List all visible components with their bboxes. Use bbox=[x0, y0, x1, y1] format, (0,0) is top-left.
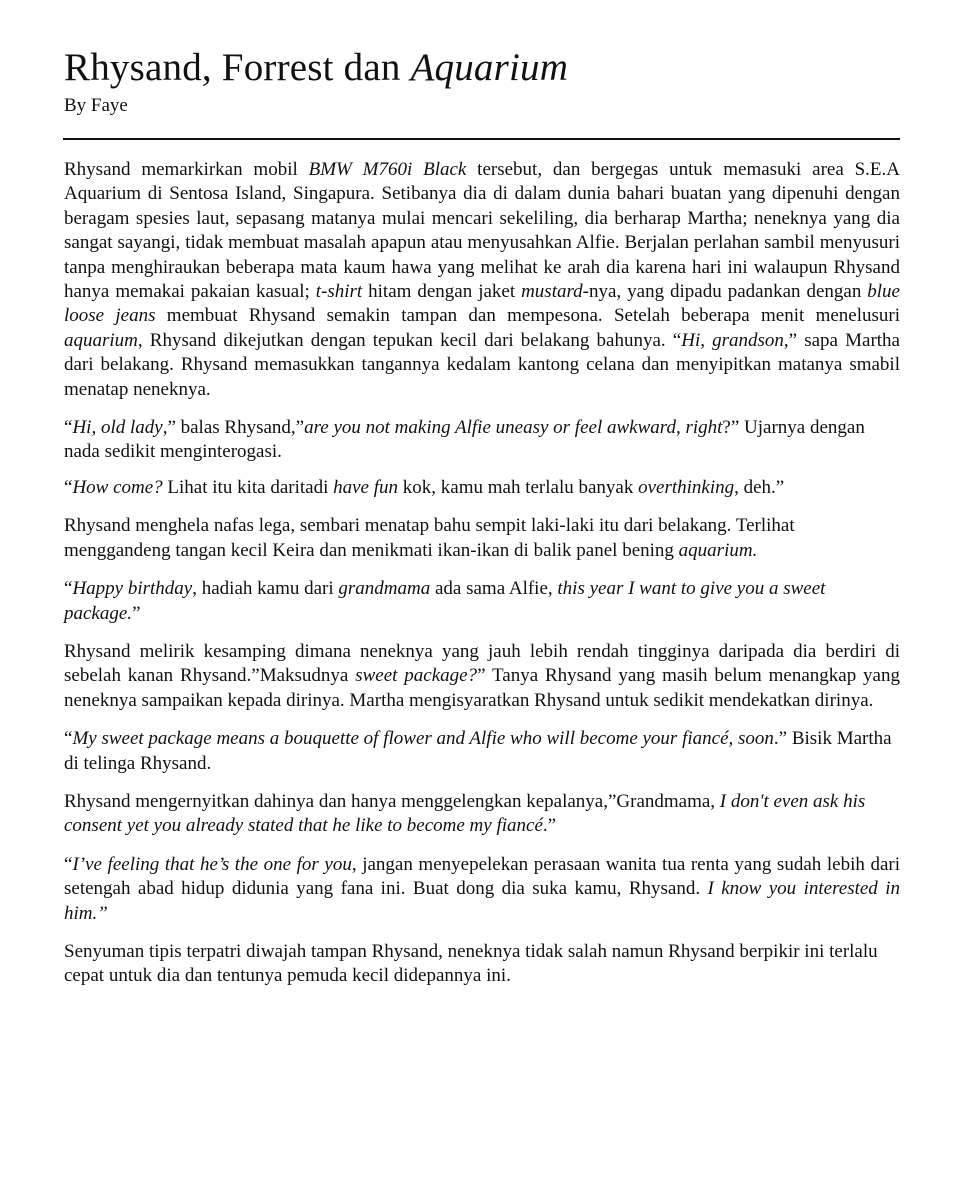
text-run: , Rhysand dikejutkan dengan tepukan kecil dari belakang bahunya. “ bbox=[137, 329, 682, 351]
text-run: ?” Ujarnya dengan nada sedikit menginterogasi. bbox=[64, 417, 865, 463]
story-title-italic: Aquarium bbox=[410, 46, 569, 89]
paragraph-7 bbox=[64, 727, 900, 776]
italic-run: grandmama bbox=[338, 578, 431, 600]
text-run: “ bbox=[64, 853, 73, 875]
text-run: kok, kamu mah terlalu banyak bbox=[398, 476, 639, 498]
italic-run: Hi, old lady bbox=[72, 417, 163, 439]
text-run: Rhysand menghela nafas lega, sembari menatap bahu sempit laki-laki itu dari belakang. Terlihat menggandeng tangan kecil Keira dan menikmati ikan-ikan di balik panel bening bbox=[64, 515, 795, 561]
text-run: , hadiah kamu dari bbox=[192, 578, 339, 600]
italic-run: overthinking bbox=[638, 476, 735, 498]
italic-run: Happy birthday bbox=[72, 578, 193, 600]
italic-run: mustard bbox=[521, 281, 583, 303]
paragraph-6 bbox=[64, 640, 900, 713]
header-divider bbox=[63, 138, 900, 140]
text-run: ” bbox=[132, 602, 141, 624]
italic-run: How come? bbox=[72, 476, 163, 498]
story-title bbox=[64, 44, 900, 92]
paragraph-4 bbox=[64, 514, 900, 563]
italic-run: My sweet package means a bouquette of flower and Alfie who will become your fiancé, soon bbox=[72, 728, 774, 750]
paragraph-1 bbox=[64, 158, 900, 402]
text-run: “ bbox=[64, 476, 73, 498]
italic-run: I don't even ask his consent yet you already stated that he like to become my fiancé bbox=[64, 790, 866, 837]
italic-run: I know you interested in him.” bbox=[64, 878, 900, 924]
text-run: tersebut, dan bergegas untuk memasuki area S.E.A Aquarium di Sentosa Island, Singapura. Setibanya dia di dalam dunia bahari buatan yang dipenuhi dengan beragam spesies laut, sepasang matanya mulai mencari sekeliling, dia berharap Martha; neneknya yang dia sangat sayangi, tidak membuat masalah apapun atau menyusahkan Alfie. Berjalan perlahan sambil menyusuri tanpa menghiraukan beberapa mata kaum hawa yang melihat ke arah dia karena hari ini walaupun Rhysand hanya memakai pakaian kasual; bbox=[64, 159, 900, 303]
text-run: , deh.” bbox=[734, 476, 785, 498]
text-run: ” Tanya Rhysand yang masih belum menangkap yang neneknya sampaikan kepada dirinya. Martha mengisyaratkan Rhysand untuk sedikit mendekatkan dirinya. bbox=[64, 665, 900, 711]
text-run: Rhysand mengernyitkan dahinya dan hanya menggelengkan kepalanya,”Grandmama, bbox=[64, 790, 720, 812]
italic-run: aquarium. bbox=[678, 539, 758, 561]
text-run: .” Bisik Martha di telinga Rhysand. bbox=[64, 728, 892, 774]
italic-run: blue loose jeans bbox=[64, 281, 900, 327]
italic-run: sweet package? bbox=[355, 665, 478, 687]
italic-run: , this year I want to give you a sweet package. bbox=[64, 578, 826, 624]
text-run: Rhysand memarkirkan mobil bbox=[64, 159, 309, 180]
text-run: ada sama Alfie bbox=[430, 578, 548, 600]
text-run: Senyuman tipis terpatri diwajah tampan Rhysand, neneknya tidak salah namun Rhysand berpikir ini terlalu cepat untuk dia dan tentunya pemuda kecil didepannya ini. bbox=[64, 940, 878, 987]
author-byline: By Faye bbox=[64, 95, 128, 116]
text-run: “ bbox=[64, 578, 73, 600]
italic-run: I’ve feeling that he’s the one for you bbox=[72, 853, 352, 875]
italic-run: have fun bbox=[333, 476, 399, 498]
story-title-plain: Rhysand, Forrest dan bbox=[64, 46, 411, 89]
italic-run: aquarium bbox=[64, 329, 138, 351]
text-run: , jangan menyepelekan perasaan wanita tua renta yang sudah lebih dari setengah abad hidup didunia yang fana ini. Buat dong dia suka kamu, Rhysand. bbox=[64, 853, 900, 900]
text-run: membuat Rhysand semakin tampan dan mempesona. Setelah beberapa menit menelusuri bbox=[155, 305, 900, 327]
paragraph-5 bbox=[64, 577, 900, 626]
paragraph-3 bbox=[64, 476, 900, 500]
text-run: .” bbox=[542, 815, 557, 837]
italic-run: BMW M760i Black bbox=[308, 159, 467, 180]
text-run: “ bbox=[64, 728, 73, 750]
text-run: Rhysand melirik kesamping dimana neneknya yang jauh lebih rendah tingginya daripada dia berdiri di sebelah kanan Rhysand.”Maksudnya bbox=[64, 640, 900, 687]
paragraph-10 bbox=[64, 940, 900, 989]
paragraph-8 bbox=[64, 790, 900, 839]
italic-run: are you not making Alfie uneasy or feel awkward, right bbox=[304, 417, 723, 439]
text-run: ,” sapa Martha dari belakang. Rhysand memasukkan tangannya kedalam kantong celana dan menyipitkan matanya smabil menatap neneknya. bbox=[64, 329, 900, 400]
document-page bbox=[64, 44, 900, 989]
italic-run: t-shirt bbox=[315, 281, 363, 303]
paragraph-9 bbox=[64, 853, 900, 926]
paragraph-2 bbox=[64, 416, 900, 465]
text-run: -nya, yang dipadu padankan dengan bbox=[582, 281, 868, 303]
story-body bbox=[64, 158, 900, 989]
italic-run: Hi, grandson bbox=[681, 329, 784, 351]
text-run: ,” balas Rhysand,” bbox=[162, 417, 305, 439]
text-run: “ bbox=[64, 417, 73, 439]
text-run: Lihat itu kita daritadi bbox=[162, 476, 334, 498]
text-run: hitam dengan jaket bbox=[362, 281, 522, 303]
